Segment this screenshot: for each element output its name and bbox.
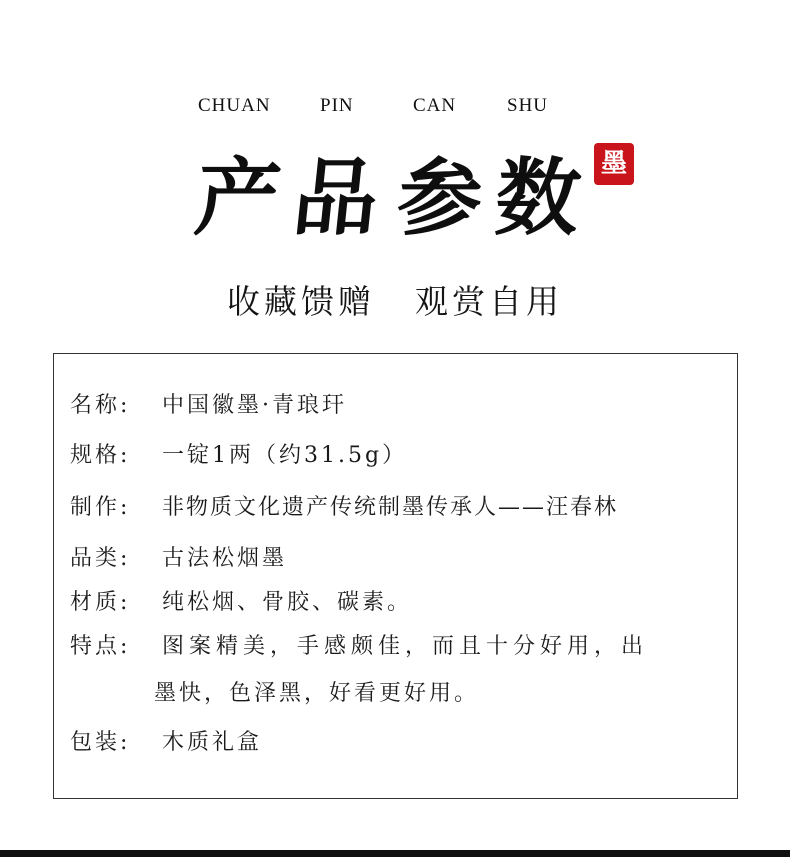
spec-value: 中国徽墨·青琅玕 [162,393,347,418]
pinyin-chuan: CHUAN [198,95,271,116]
spec-row-packaging [70,725,262,756]
spec-value: 一锭1两（约31.5g） [162,443,408,468]
spec-label: 制作: [70,495,131,520]
spec-table [53,353,738,799]
calligraphy-title [190,148,596,247]
spec-value: 纯松烟、骨胶、碳素。 [162,590,413,615]
subtitle-right: 观赏自用 [415,282,563,321]
subtitle-left: 收藏馈赠 [227,282,375,321]
pinyin-pin: PIN [320,95,354,116]
spec-row-name [70,388,347,419]
calligraphy-char-pin: 品 [288,148,384,247]
red-seal-stamp: 墨 [594,143,634,185]
spec-label: 名称: [70,393,131,418]
bottom-divider [0,850,790,857]
calligraphy-char-shu: 数 [490,148,586,247]
spec-row-maker [70,490,618,521]
spec-row-features-continuation: 墨快，色泽黑，好看更好用。 [154,681,480,706]
pinyin-can: CAN [413,95,457,116]
spec-value: 古法松烟墨 [162,546,288,571]
spec-row-material [70,585,412,616]
pinyin-row [0,95,790,119]
spec-row-features [70,629,648,660]
spec-label: 规格: [70,443,131,468]
spec-label: 材质: [70,590,131,615]
spec-value: 图案精美，手感颇佳，而且十分好用，出 [162,634,649,659]
spec-value: 木质礼盒 [162,730,263,755]
calligraphy-char-chan: 产 [190,148,286,247]
spec-row-size [70,438,407,469]
spec-label: 品类: [70,546,131,571]
spec-row-category [70,541,287,572]
spec-value: 非物质文化遗产传统制墨传承人——汪春林 [162,495,619,520]
spec-label: 包装: [70,730,131,755]
spec-label: 特点: [70,634,131,659]
pinyin-shu: SHU [507,95,549,116]
calligraphy-char-can: 参 [392,148,488,247]
subtitle [0,276,790,323]
